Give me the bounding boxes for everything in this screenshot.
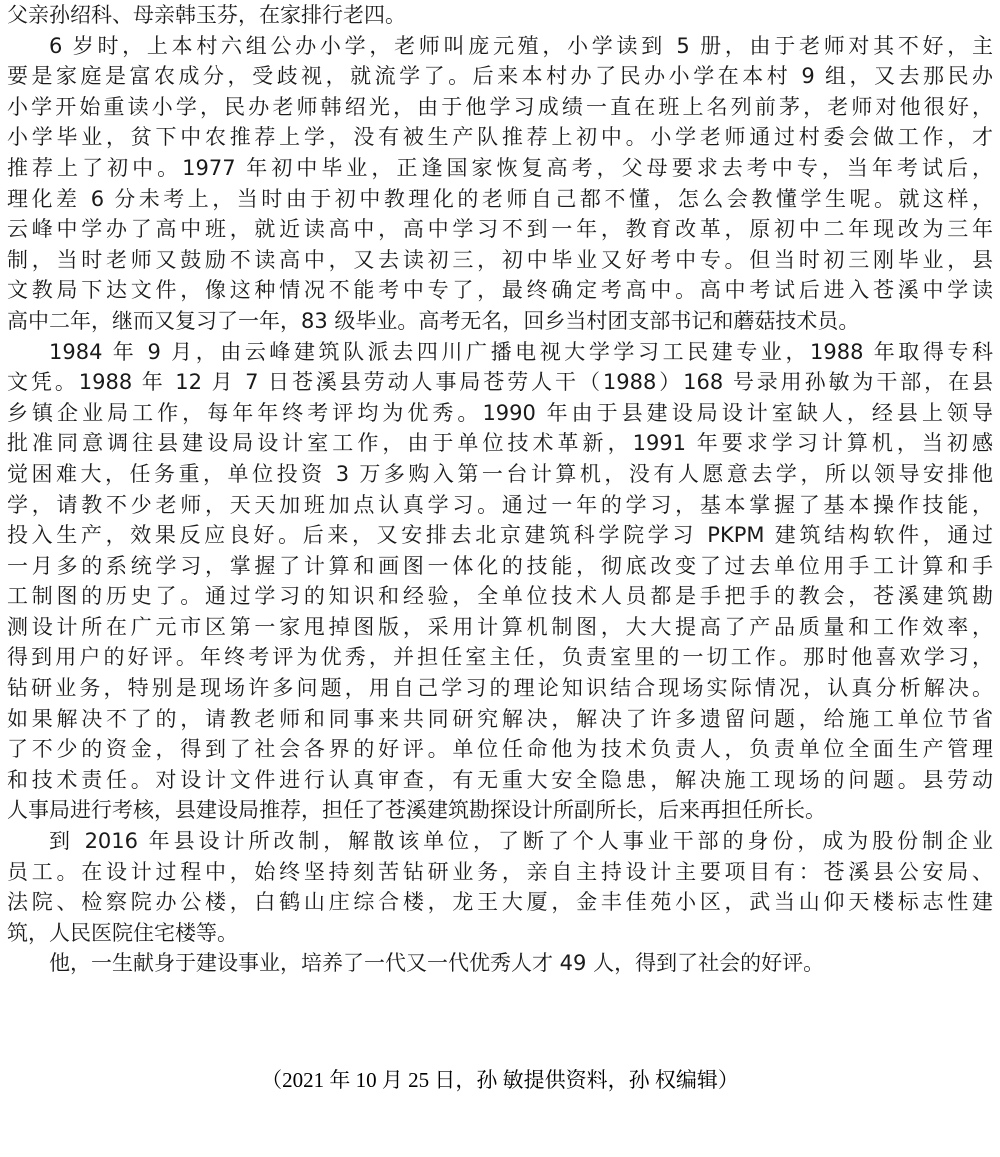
paragraph-1-line-4: 推荐上了初中。1977 年初中毕业，正逢国家恢复高考，父母要求去考中专，当年考试后， [7, 155, 993, 180]
paragraph-2-line-0: 1984 年 9 月，由云峰建筑队派去四川广播电视大学学习工民建专业，1988 年取得专科 [49, 339, 993, 364]
paragraph-2-line-9: 测设计所在广元市区第一家甩掉图版，采用计算机制图，大大提高了产品质量和工作效率， [7, 614, 993, 639]
paragraph-2-line-3: 批准同意调往县建设局设计室工作，由于单位技术革新，1991 年要求学习计算机，当初感 [7, 431, 993, 456]
paragraph-2-line-8: 工制图的历史了。通过学习的知识和经验，全单位技术人员都是手把手的教会，苍溪建筑勘 [7, 584, 993, 609]
paragraph-3-line-2: 法院、检察院办公楼，白鹤山庄综合楼，龙王大厦，金丰佳苑小区，武当山仰天楼标志性建 [7, 890, 993, 915]
paragraph-2-line-4: 觉困难大，任务重，单位投资 3 万多购入第一台计算机，没有人愿意去学，所以领导安排他 [7, 461, 993, 486]
paragraph-1-line-3: 小学毕业，贫下中农推荐上学，没有被生产队推荐上初中。小学老师通过村委会做工作，才 [7, 125, 993, 150]
paragraph-0-line-0: 父亲孙绍科、母亲韩玉芬，在家排行老四。 [7, 3, 406, 27]
paragraph-2-line-15: 人事局进行考核，县建设局推荐，担任了苍溪建筑勘探设计所副所长，后来再担任所长。 [7, 798, 826, 823]
paragraph-2-line-12: 如果解决不了的，请教老师和同事来共同研究解决，解决了许多遗留问题，给施工单位节省 [7, 706, 993, 731]
paragraph-2-line-5: 学，请教不少老师，天天加班加点认真学习。通过一年的学习，基本掌握了基本操作技能， [7, 492, 993, 517]
paragraph-2-line-13: 了不少的资金，得到了社会各界的好评。单位任命他为技术负责人，负责单位全面生产管理 [7, 737, 993, 762]
paragraph-1-line-6: 云峰中学办了高中班，就近读高中，高中学习不到一年，教育改革，原初中二年现改为三年 [7, 217, 993, 242]
paragraph-1-line-5: 理化差 6 分未考上，当时由于初中教理化的老师自己都不懂，怎么会教懂学生呢。就这样， [7, 186, 993, 211]
body-text [7, 0, 993, 979]
paragraph-2-line-1: 文凭。1988 年 12 月 7 日苍溪县劳动人事局苍劳人干（1988）168 号录用孙敏为干部，在县 [7, 370, 993, 395]
paragraph-3-line-0: 到 2016 年县设计所改制，解散该单位，了断了个人事业干部的身份，成为股份制企业 [49, 829, 993, 854]
paragraph-2-line-6: 投入生产，效果反应良好。后来，又安排去北京建筑科学院学习 PKPM 建筑结构软件，通过 [7, 523, 993, 548]
paragraph-2-line-11: 钻研业务，特别是现场许多问题，用自己学习的理论知识结合现场实际情况，认真分析解决。 [7, 676, 993, 701]
paragraph-2-line-7: 一月多的系统学习，掌握了计算和画图一体化的技能，彻底改变了过去单位用手工计算和手 [7, 553, 993, 578]
paragraph-1-line-1: 要是家庭是富农成分，受歧视，就流学了。后来本村办了民办小学在本村 9 组，又去那民办 [7, 64, 993, 89]
paragraph-1-line-9: 高中二年，继而又复习了一年，83 级毕业。高考无名，回乡当村团支部书记和蘑菇技术员。 [7, 308, 860, 333]
paragraph-1-line-8: 文教局下达文件，像这种情况不能考中专了，最终确定考高中。高中考试后进入苍溪中学读 [7, 278, 993, 303]
paragraph-2-line-10: 得到用户的好评。年终考评为优秀，并担任室主任，负责室里的一切工作。那时他喜欢学习， [7, 645, 993, 670]
attribution-caption: （2021 年 10 月 25 日，孙 敏提供资料，孙 权编辑） [261, 1068, 739, 1092]
paragraph-1-line-0: 6 岁时，上本村六组公办小学，老师叫庞元殖，小学读到 5 册，由于老师对其不好，主 [49, 33, 993, 58]
paragraph-2-line-2: 乡镇企业局工作，每年年终考评均为优秀。1990 年由于县建设局设计室缺人，经县上领导 [7, 400, 993, 425]
paragraph-3-line-1: 员工。在设计过程中，始终坚持刻苦钻研业务，亲自主持设计主要项目有：苍溪县公安局、 [7, 859, 993, 884]
paragraph-3-line-3: 筑，人民医院住宅楼等。 [7, 920, 238, 945]
paragraph-1-line-2: 小学开始重读小学，民办老师韩绍光，由于他学习成绩一直在班上名列前茅，老师对他很好， [7, 94, 993, 119]
paragraph-4-line-0: 他，一生献身于建设事业，培养了一代又一代优秀人才 49 人，得到了社会的好评。 [49, 951, 825, 976]
paragraph-2-line-14: 和技术责任。对设计文件进行认真审查，有无重大安全隐患，解决施工现场的问题。县劳动 [7, 767, 993, 792]
paragraph-1-line-7: 制，当时老师又鼓励不读高中，又去读初三，初中毕业又好考中专。但当时初三刚毕业，县 [7, 247, 993, 272]
